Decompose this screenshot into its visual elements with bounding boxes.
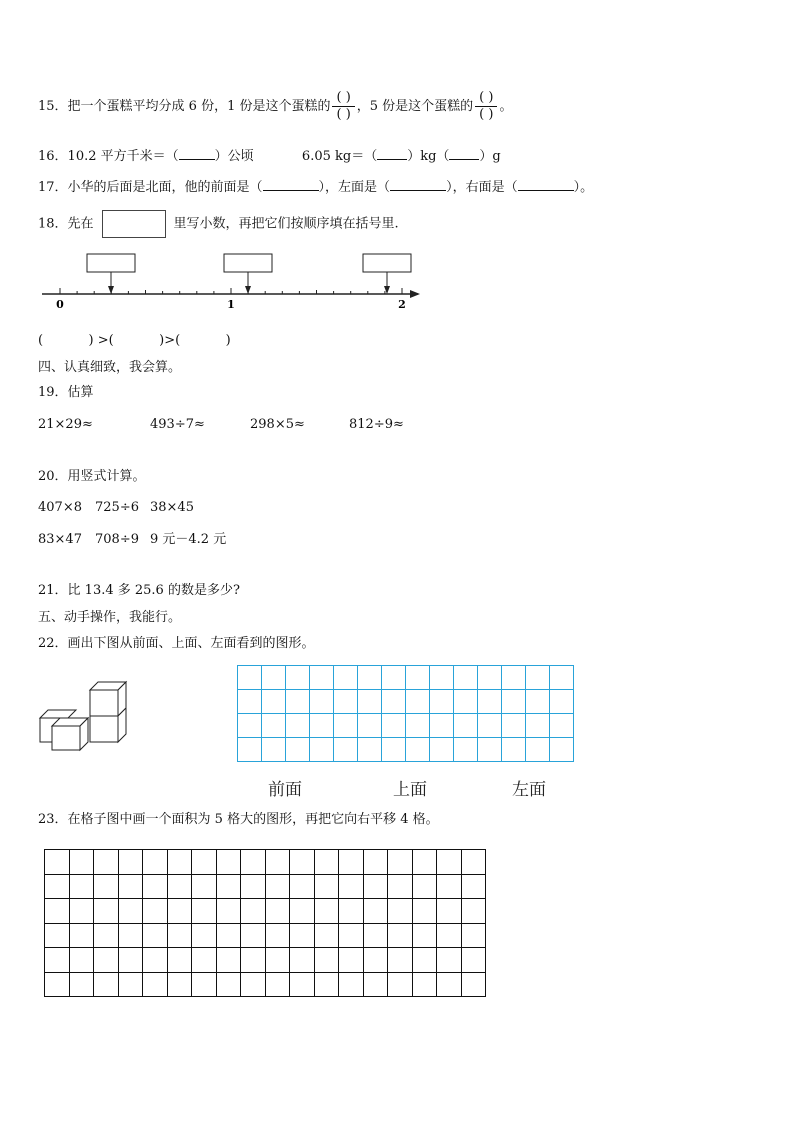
- grid-cell[interactable]: [262, 714, 286, 738]
- grid-cell[interactable]: [143, 899, 168, 924]
- grid-cell[interactable]: [45, 850, 70, 875]
- grid-cell[interactable]: [430, 714, 454, 738]
- grid-cell[interactable]: [461, 899, 486, 924]
- grid-cell[interactable]: [167, 972, 192, 997]
- grid-cell[interactable]: [45, 899, 70, 924]
- grid-row: [45, 850, 486, 875]
- grid-cell[interactable]: [550, 714, 574, 738]
- grid-cell[interactable]: [363, 850, 388, 875]
- label-left: 左面: [512, 780, 546, 800]
- q19-item-4: 812÷9≈: [349, 417, 404, 432]
- grid-cell[interactable]: [526, 666, 550, 690]
- grid-cell[interactable]: [143, 850, 168, 875]
- grid-cell[interactable]: [286, 666, 310, 690]
- pointer-1-arrowhead: [108, 286, 114, 294]
- grid-cell[interactable]: [412, 850, 437, 875]
- grid-cell[interactable]: [388, 850, 413, 875]
- grid-cell[interactable]: [314, 874, 339, 899]
- question-17: 17．小华的后面是北面，他的前面是（ ），左面是（ ），右面是（ ）。: [38, 177, 593, 197]
- cube-stack-figure: [38, 680, 138, 760]
- question-18: 18．先在 里写小数，再把它们按顺序填在括号里.: [38, 210, 399, 239]
- q22-grid[interactable]: [237, 665, 574, 762]
- grid-cell[interactable]: [339, 899, 364, 924]
- grid-cell[interactable]: [339, 948, 364, 973]
- grid-cell[interactable]: [334, 714, 358, 738]
- answer-box-3[interactable]: [363, 254, 411, 272]
- grid-cell[interactable]: [461, 948, 486, 973]
- grid-cell[interactable]: [290, 899, 315, 924]
- grid-cell[interactable]: [526, 714, 550, 738]
- grid-cell[interactable]: [143, 874, 168, 899]
- grid-cell[interactable]: [437, 948, 462, 973]
- grid-cell[interactable]: [167, 923, 192, 948]
- q20-row1-item-2: 725÷6: [95, 500, 139, 515]
- grid-cell[interactable]: [265, 948, 290, 973]
- grid-cell[interactable]: [45, 948, 70, 973]
- grid-row: [238, 714, 574, 738]
- q23-grid[interactable]: [44, 849, 486, 997]
- q21-text: 21．比 13.4 多 25.6 的数是多少?: [38, 583, 240, 598]
- grid-cell[interactable]: [437, 874, 462, 899]
- grid-cell[interactable]: [412, 874, 437, 899]
- grid-cell[interactable]: [412, 972, 437, 997]
- grid-cell[interactable]: [334, 738, 358, 762]
- grid-cell[interactable]: [388, 972, 413, 997]
- grid-cell[interactable]: [241, 874, 266, 899]
- grid-cell[interactable]: [550, 666, 574, 690]
- grid-cell[interactable]: [406, 714, 430, 738]
- grid-cell[interactable]: [94, 899, 119, 924]
- question-15: [38, 90, 512, 124]
- answer-box-2[interactable]: [224, 254, 272, 272]
- grid-cell[interactable]: [286, 714, 310, 738]
- grid-cell[interactable]: [241, 899, 266, 924]
- grid-cell[interactable]: [290, 874, 315, 899]
- grid-cell[interactable]: [290, 923, 315, 948]
- grid-cell[interactable]: [265, 850, 290, 875]
- q18-order-blanks[interactable]: ( ) >( )>( ): [38, 333, 231, 348]
- grid-cell[interactable]: [192, 850, 217, 875]
- grid-cell[interactable]: [290, 850, 315, 875]
- grid-cell[interactable]: [241, 948, 266, 973]
- q19-title: 19．估算: [38, 385, 94, 400]
- grid-cell[interactable]: [314, 850, 339, 875]
- grid-cell[interactable]: [363, 972, 388, 997]
- grid-cell[interactable]: [192, 923, 217, 948]
- grid-cell[interactable]: [192, 948, 217, 973]
- grid-cell[interactable]: [388, 948, 413, 973]
- grid-cell[interactable]: [382, 738, 406, 762]
- question-16: 16．10.2 平方千米＝（ ）公顷 6.05 kg＝（ ）kg（ ）g: [38, 146, 501, 166]
- grid-row: [45, 972, 486, 997]
- grid-cell[interactable]: [167, 899, 192, 924]
- grid-row: [238, 738, 574, 762]
- grid-cell[interactable]: [478, 738, 502, 762]
- grid-cell[interactable]: [412, 948, 437, 973]
- q17-blank-front[interactable]: [263, 177, 319, 191]
- grid-cell[interactable]: [461, 972, 486, 997]
- grid-cell[interactable]: [192, 899, 217, 924]
- grid-cell[interactable]: [167, 850, 192, 875]
- grid-cell[interactable]: [363, 874, 388, 899]
- grid-cell[interactable]: [437, 899, 462, 924]
- grid-cell[interactable]: [358, 738, 382, 762]
- grid-cell[interactable]: [118, 899, 143, 924]
- grid-cell[interactable]: [314, 972, 339, 997]
- q15-fraction-1[interactable]: $\frac{( )}{( )}$: [332, 90, 354, 123]
- q17-blank-right[interactable]: [518, 177, 574, 191]
- grid-cell[interactable]: [382, 690, 406, 714]
- q16-blank-2[interactable]: [377, 146, 407, 160]
- grid-cell[interactable]: [388, 899, 413, 924]
- grid-cell[interactable]: [94, 923, 119, 948]
- grid-cell[interactable]: [167, 874, 192, 899]
- q19-item-2: 493÷7≈: [150, 417, 205, 432]
- grid-cell[interactable]: [69, 948, 94, 973]
- grid-row: [45, 899, 486, 924]
- grid-cell[interactable]: [454, 690, 478, 714]
- q15-prefix: 15．把一个蛋糕平均分成 6 份，1 份是这个蛋糕的: [38, 99, 331, 114]
- grid-cell[interactable]: [167, 948, 192, 973]
- grid-cell[interactable]: [241, 972, 266, 997]
- q20-title: 20．用竖式计算。: [38, 469, 146, 484]
- grid-cell[interactable]: [238, 666, 262, 690]
- grid-cell[interactable]: [382, 714, 406, 738]
- grid-cell[interactable]: [94, 972, 119, 997]
- grid-row: [45, 923, 486, 948]
- grid-cell[interactable]: [118, 972, 143, 997]
- q19-item-1: 21×29≈: [38, 417, 93, 432]
- grid-cell[interactable]: [310, 738, 334, 762]
- grid-row: [238, 666, 574, 690]
- grid-cell[interactable]: [94, 850, 119, 875]
- grid-cell[interactable]: [334, 690, 358, 714]
- grid-cell[interactable]: [430, 690, 454, 714]
- tick-label-0: 0: [56, 298, 64, 311]
- tick-label-1: 1: [227, 298, 235, 311]
- q19-item-3: 298×5≈: [250, 417, 305, 432]
- number-line: [0, 248, 794, 318]
- grid-cell[interactable]: [241, 850, 266, 875]
- grid-cell[interactable]: [118, 874, 143, 899]
- grid-cell[interactable]: [290, 972, 315, 997]
- grid-cell[interactable]: [358, 666, 382, 690]
- grid-row: [45, 948, 486, 973]
- grid-cell[interactable]: [339, 972, 364, 997]
- grid-cell[interactable]: [437, 972, 462, 997]
- q20-row2-item-1: 83×47: [38, 532, 82, 547]
- grid-cell[interactable]: [45, 874, 70, 899]
- grid-cell[interactable]: [265, 972, 290, 997]
- grid-cell[interactable]: [437, 850, 462, 875]
- grid-cell[interactable]: [216, 972, 241, 997]
- grid-cell[interactable]: [388, 923, 413, 948]
- grid-cell[interactable]: [461, 923, 486, 948]
- grid-cell[interactable]: [143, 923, 168, 948]
- grid-cell[interactable]: [45, 923, 70, 948]
- grid-cell[interactable]: [265, 923, 290, 948]
- q17-blank-left[interactable]: [390, 177, 446, 191]
- grid-cell[interactable]: [454, 666, 478, 690]
- grid-cell[interactable]: [192, 874, 217, 899]
- grid-cell[interactable]: [69, 850, 94, 875]
- grid-cell[interactable]: [216, 850, 241, 875]
- q15-suffix: 。: [499, 99, 513, 114]
- grid-row: [238, 690, 574, 714]
- grid-cell[interactable]: [502, 690, 526, 714]
- grid-cell[interactable]: [314, 899, 339, 924]
- grid-cell[interactable]: [406, 666, 430, 690]
- grid-cell[interactable]: [286, 738, 310, 762]
- grid-cell[interactable]: [314, 948, 339, 973]
- grid-cell[interactable]: [412, 923, 437, 948]
- q20-row2-item-3: 9 元－4.2 元: [150, 532, 227, 547]
- q15-middle: ，5 份是这个蛋糕的: [356, 99, 474, 114]
- section-5-title: 五、动手操作，我能行。: [38, 610, 182, 625]
- q22-title: 22．画出下图从前面、上面、左面看到的图形。: [38, 636, 315, 651]
- grid-row: [45, 874, 486, 899]
- grid-cell[interactable]: [69, 972, 94, 997]
- grid-cell[interactable]: [45, 972, 70, 997]
- grid-cell[interactable]: [265, 874, 290, 899]
- grid-cell[interactable]: [406, 738, 430, 762]
- grid-cell[interactable]: [118, 948, 143, 973]
- grid-cell[interactable]: [358, 690, 382, 714]
- label-top: 上面: [393, 780, 427, 800]
- q20-row1-item-1: 407×8: [38, 500, 82, 515]
- grid-cell[interactable]: [94, 948, 119, 973]
- grid-cell[interactable]: [382, 666, 406, 690]
- grid-cell[interactable]: [454, 714, 478, 738]
- answer-box-1[interactable]: [87, 254, 135, 272]
- number-line-arrow: [410, 290, 420, 298]
- grid-cell[interactable]: [461, 850, 486, 875]
- grid-cell[interactable]: [69, 899, 94, 924]
- grid-cell[interactable]: [216, 948, 241, 973]
- grid-cell[interactable]: [406, 690, 430, 714]
- grid-cell[interactable]: [216, 899, 241, 924]
- grid-cell[interactable]: [216, 923, 241, 948]
- grid-cell[interactable]: [286, 690, 310, 714]
- grid-cell[interactable]: [478, 666, 502, 690]
- grid-cell[interactable]: [412, 899, 437, 924]
- grid-cell[interactable]: [502, 666, 526, 690]
- grid-cell[interactable]: [388, 874, 413, 899]
- grid-cell[interactable]: [310, 666, 334, 690]
- grid-cell[interactable]: [454, 738, 478, 762]
- pointer-2-arrowhead: [245, 286, 251, 294]
- grid-cell[interactable]: [118, 923, 143, 948]
- grid-cell[interactable]: [550, 690, 574, 714]
- grid-cell[interactable]: [550, 738, 574, 762]
- grid-cell[interactable]: [69, 923, 94, 948]
- grid-cell[interactable]: [238, 738, 262, 762]
- grid-cell[interactable]: [363, 923, 388, 948]
- grid-cell[interactable]: [339, 850, 364, 875]
- section-4-title: 四、认真细致，我会算。: [38, 360, 182, 375]
- grid-cell[interactable]: [118, 850, 143, 875]
- grid-cell[interactable]: [262, 666, 286, 690]
- grid-cell[interactable]: [502, 738, 526, 762]
- q20-row2-item-2: 708÷9: [95, 532, 139, 547]
- grid-cell[interactable]: [262, 738, 286, 762]
- grid-cell[interactable]: [94, 874, 119, 899]
- grid-cell[interactable]: [262, 690, 286, 714]
- grid-cell[interactable]: [192, 972, 217, 997]
- grid-cell[interactable]: [339, 874, 364, 899]
- grid-cell[interactable]: [430, 738, 454, 762]
- label-front: 前面: [268, 780, 302, 800]
- grid-cell[interactable]: [430, 666, 454, 690]
- grid-cell[interactable]: [216, 874, 241, 899]
- grid-cell[interactable]: [478, 714, 502, 738]
- grid-cell[interactable]: [265, 899, 290, 924]
- grid-cell[interactable]: [290, 948, 315, 973]
- q16-blank-3[interactable]: [449, 146, 479, 160]
- grid-cell[interactable]: [143, 972, 168, 997]
- grid-cell[interactable]: [314, 923, 339, 948]
- grid-cell[interactable]: [363, 899, 388, 924]
- grid-cell[interactable]: [358, 714, 382, 738]
- grid-cell[interactable]: [478, 690, 502, 714]
- grid-cell[interactable]: [238, 714, 262, 738]
- grid-cell[interactable]: [334, 666, 358, 690]
- q16-blank-1[interactable]: [179, 146, 215, 160]
- sample-box: [102, 210, 166, 238]
- grid-cell[interactable]: [238, 690, 262, 714]
- grid-cell[interactable]: [241, 923, 266, 948]
- grid-cell[interactable]: [310, 690, 334, 714]
- grid-cell[interactable]: [143, 948, 168, 973]
- grid-cell[interactable]: [526, 738, 550, 762]
- grid-cell[interactable]: [461, 874, 486, 899]
- grid-cell[interactable]: [502, 714, 526, 738]
- q20-row1-item-3: 38×45: [150, 500, 194, 515]
- grid-cell[interactable]: [437, 923, 462, 948]
- q23-title: 23．在格子图中画一个面积为 5 格大的图形，再把它向右平移 4 格。: [38, 812, 439, 827]
- grid-cell[interactable]: [526, 690, 550, 714]
- tick-label-2: 2: [398, 298, 406, 311]
- grid-cell[interactable]: [363, 948, 388, 973]
- grid-cell[interactable]: [69, 874, 94, 899]
- grid-cell[interactable]: [310, 714, 334, 738]
- q15-fraction-2[interactable]: $\frac{( )}{( )}$: [475, 90, 497, 123]
- grid-cell[interactable]: [339, 923, 364, 948]
